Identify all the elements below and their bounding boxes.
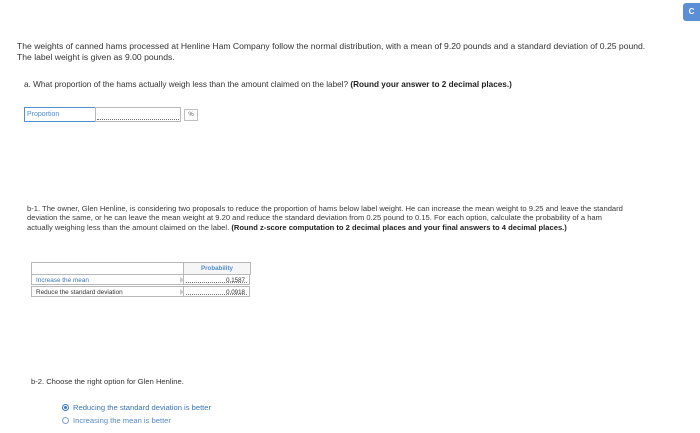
- cell-pointer-icon: [180, 289, 184, 295]
- table-header-probability: Probability: [183, 262, 251, 275]
- part-b1-text: [27, 204, 627, 232]
- increase-mean-probability-input[interactable]: [183, 274, 250, 285]
- part-b2-question: b-2. Choose the right option for Glen Henline.: [31, 377, 184, 386]
- table-row: [31, 286, 250, 297]
- option-increase-mean[interactable]: [62, 416, 171, 426]
- part-b1-instruction: (Round z-score computation to 2 decimal places and your final answers to 4 decimal places.): [231, 222, 567, 232]
- problem-statement: The weights of canned hams processed at Henline Ham Company follow the normal distribution, with a mean of 9.20 pounds and a standard deviation of 0.25 pound. The label weight is given as 9.00 pounds.: [17, 41, 646, 62]
- row-label-reduce-sd: Reduce the standard deviation: [31, 286, 183, 297]
- radio-selected-icon[interactable]: [62, 404, 69, 411]
- proportion-input[interactable]: [95, 107, 181, 122]
- table-header-row: [31, 262, 250, 273]
- reduce-sd-probability-value: 0.0918: [226, 289, 245, 296]
- percent-unit: %: [184, 109, 198, 121]
- probability-table: [31, 262, 250, 304]
- part-b1-body: b-1. The owner, Glen Henline, is considering two proposals to reduce the proportion of hams below label weight. He can increase the mean weight to 9.25 and leave the standard deviation the same, or he can leave the mean weight at 9.20 and reduce the standard deviation from 0.25 pound to 0.15. For each option, calculate the probability of a ham actually weighing less than the amount claimed on the label.: [27, 204, 623, 232]
- reduce-sd-probability-input[interactable]: [183, 286, 250, 297]
- proportion-label: Proportion: [24, 107, 96, 122]
- proportion-row: [24, 107, 194, 122]
- increase-mean-probability-value: 0.1587: [226, 277, 245, 284]
- part-a-instruction: (Round your answer to 2 decimal places.): [350, 80, 512, 89]
- option-increase-mean-label: Increasing the mean is better: [73, 416, 171, 425]
- option-reduce-sd-label: Reducing the standard deviation is better: [73, 403, 212, 412]
- option-reduce-sd[interactable]: [62, 403, 211, 413]
- part-a-question-text: a. What proportion of the hams actually weigh less than the amount claimed on the label?: [24, 80, 349, 89]
- table-row: [31, 274, 250, 285]
- cell-pointer-icon: [180, 277, 184, 283]
- part-a-question: [24, 80, 512, 89]
- row-label-increase-mean: Increase the mean: [31, 274, 183, 285]
- radio-unselected-icon[interactable]: [62, 417, 69, 424]
- corner-button[interactable]: C: [683, 3, 700, 21]
